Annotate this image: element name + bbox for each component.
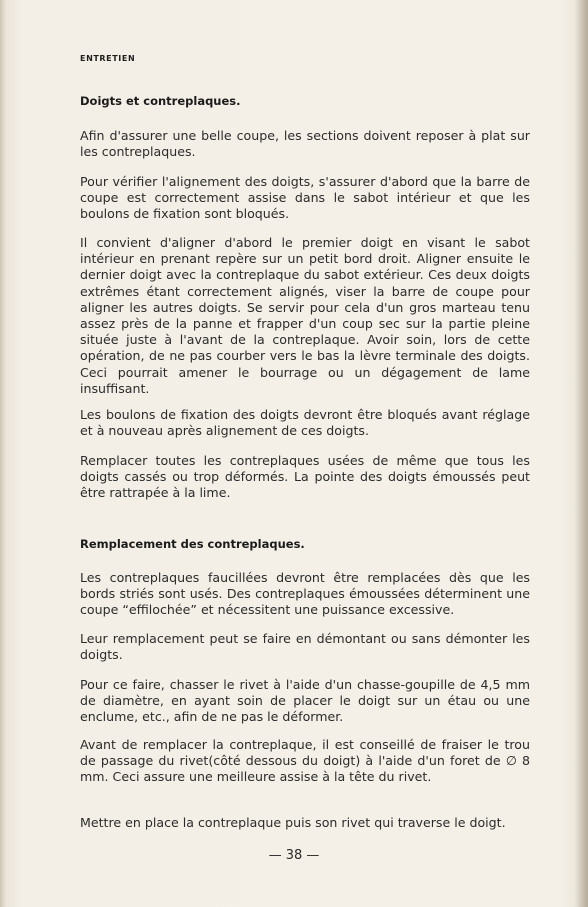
paragraph: Les boulons de fixation des doigts devront être bloqués avant réglage et à nouveau après alignement de ces doigts. (80, 407, 530, 439)
paragraph: Leur remplacement peut se faire en démontant ou sans démonter les doigts. (80, 631, 530, 663)
section-header: ENTRETIEN (80, 54, 136, 63)
heading-doigts-contreplaques: Doigts et contreplaques. (80, 94, 241, 108)
page-binding-shadow (574, 0, 588, 907)
page-number: — 38 — (268, 848, 320, 863)
heading-remplacement-contreplaques: Remplacement des contreplaques. (80, 537, 305, 551)
paragraph: Pour ce faire, chasser le rivet à l'aide d'un chasse-goupille de 4,5 mm de diamètre, en ayant soin de placer le doigt sur un étau ou une enclume, etc., afin de ne pas le déformer. (80, 677, 530, 725)
paragraph: Les contreplaques faucillées devront être remplacées dès que les bords striés sont usés. Des contreplaques émoussées déterminent une coupe “effilochée” et nécessitent une puissance excessive. (80, 570, 530, 618)
paragraph: Remplacer toutes les contreplaques usées de même que tous les doigts cassés ou trop déformés. La pointe des doigts émoussés peut être rattrapée à la lime. (80, 453, 530, 501)
paragraph: Afin d'assurer une belle coupe, les sections doivent reposer à plat sur les contreplaques. (80, 128, 530, 160)
paragraph: Pour vérifier l'alignement des doigts, s'assurer d'abord que la barre de coupe est correctement assise dans le sabot intérieur et que les boulons de fixation sont bloqués. (80, 174, 530, 222)
paragraph: Il convient d'aligner d'abord le premier doigt en visant le sabot intérieur en prenant repère sur un petit bord droit. Aligner ensuite le dernier doigt avec la contreplaque du sabot extérieur. Ces deux doigts extrêmes étant correctement alignés, viser la barre de coupe pour aligner les autres doigts. Se servir pour cela d'un gros marteau tenu assez près de la panne et frapper d'un coup sec sur la partie pleine située juste à l'avant de la contreplaque. Avoir soin, lors de cette opération, de ne pas courber vers le bas la lèvre terminale des doigts. Ceci pourrait amener le bourrage ou un dégagement de lame insuffisant. (80, 235, 530, 396)
paragraph: Mettre en place la contreplaque puis son rivet qui traverse le doigt. (80, 815, 506, 830)
paragraph: Avant de remplacer la contreplaque, il est conseillé de fraiser le trou de passage du rivet(côté dessous du doigt) à l'aide d'un foret de ∅ 8 mm. Ceci assure une meilleure assise à la tête du rivet. (80, 737, 530, 785)
